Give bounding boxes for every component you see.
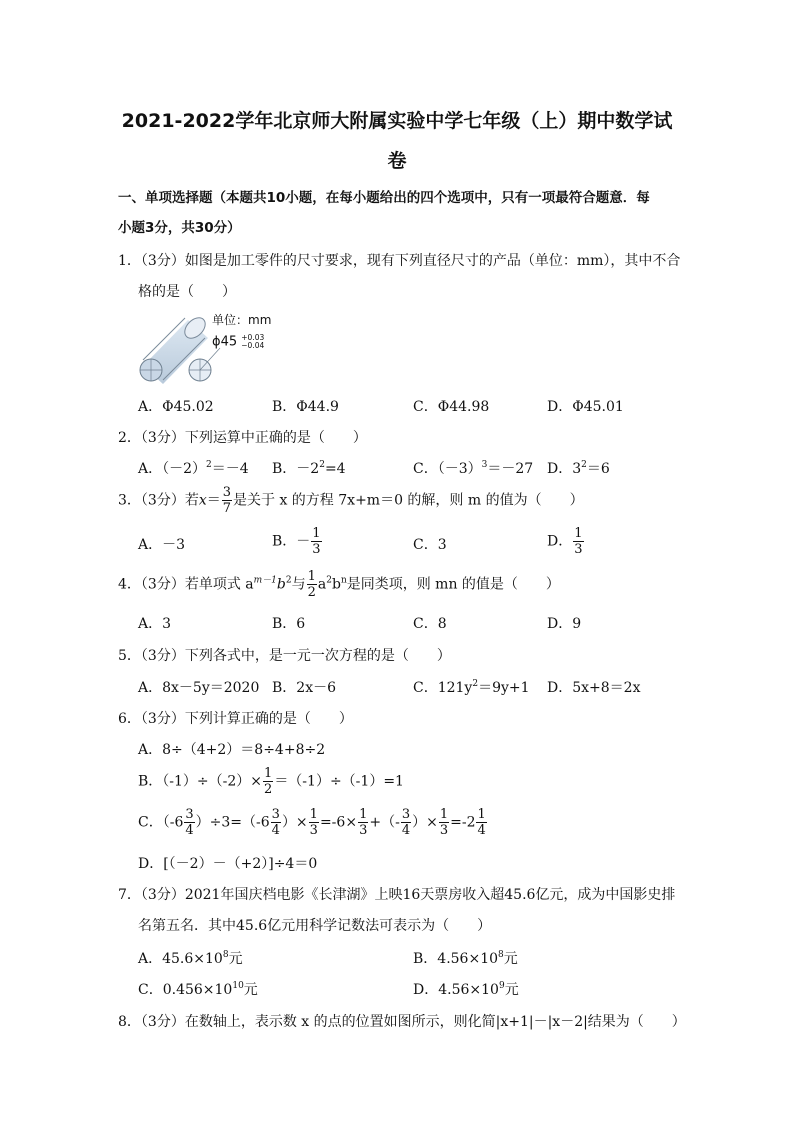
question-1-stem-cont: 格的是（ ）: [138, 284, 236, 300]
q3-option-d[interactable]: D． $\frac{1}{3}$: [547, 526, 583, 557]
q3-option-c[interactable]: C．3: [413, 537, 447, 553]
figure-unit-label: 单位：mm: [212, 313, 272, 327]
q2-option-b[interactable]: B．$-2^2=4$: [272, 460, 346, 477]
q1-option-a[interactable]: A．Φ45.02: [138, 399, 214, 415]
q7-option-c[interactable]: C．$0.456\times 10^{10}$元: [138, 981, 258, 998]
q5-option-b[interactable]: B．2x－6: [272, 680, 336, 696]
q6-option-c[interactable]: C．（-6 $\frac{3}{4}$ ）÷3=（-6 $\frac{3}{4}$ ）× $\frac{1}{3}$ =-6× $\frac{1}{3}$ +（- $\frac{3}{4}$ ）× $\frac{1}{3}$ =-2 $\frac{1}{4}$: [138, 807, 486, 838]
lower-tolerance: −0.04: [241, 340, 265, 350]
question-7-stem: 7．（3分）2021年国庆档电影《长津湖》上映16天票房收入超45.6亿元，成为中国影史排: [118, 887, 676, 903]
q4-option-c[interactable]: C．8: [413, 616, 447, 632]
section-header-cont: 小题3分，共30分）: [118, 220, 241, 236]
question-1-stem: 1．（3分）如图是加工零件的尺寸要求，现有下列直径尺寸的产品（单位：mm），其中不合: [118, 253, 681, 269]
q5-option-d[interactable]: D．5x+8＝2x: [547, 680, 641, 696]
q3-option-b[interactable]: B．－ $\frac{1}{3}$: [272, 526, 321, 557]
question-3-stem: 3．（3分）若x＝ $\frac{3}{7}$ 是关于 x 的方程 7x+m＝0 的解，则 m 的值为（ ）: [118, 485, 584, 516]
q2-option-d[interactable]: D．$3^2=6$: [547, 460, 610, 477]
section-header: 一、单项选择题（本题共10小题，在每小题给出的四个选项中，只有一项最符合题意．每: [118, 190, 650, 206]
dimension-value: ϕ45: [212, 334, 238, 350]
q2-option-a[interactable]: A．$(-2)^2=-4$: [138, 460, 249, 477]
fraction: $\frac{3}{7}$: [222, 485, 232, 516]
q1-option-c[interactable]: C．Φ44.98: [413, 399, 490, 415]
q7-option-b[interactable]: B．$4.56\times 10^8$元: [413, 950, 518, 967]
q5-option-a[interactable]: A．8x－5y＝2020: [138, 680, 260, 696]
q6-option-a[interactable]: A．8÷（4+2）＝8÷4+8÷2: [138, 742, 326, 758]
q2-option-c[interactable]: C．$(-3)^3=-27$: [413, 460, 534, 477]
q3-option-a[interactable]: A．－3: [138, 537, 186, 553]
q1-option-d[interactable]: D．Φ45.01: [547, 399, 624, 415]
q1-option-b[interactable]: B．Φ44.9: [272, 399, 339, 415]
question-7-stem-cont: 名第五名．其中45.6亿元用科学记数法可表示为（ ）: [138, 918, 492, 934]
question-6-stem: 6．（3分）下列计算正确的是（ ）: [118, 711, 353, 727]
question-2-stem: 2．（3分）下列运算中正确的是（ ）: [118, 430, 367, 446]
question-8-stem: 8．（3分）在数轴上，表示数 x 的点的位置如图所示，则化简|x+1|－|x－2|结果为（ ）: [118, 1014, 686, 1030]
page-title-line1: 2021-2022学年北京师大附属实验中学七年级（上）期中数学试: [121, 110, 673, 132]
q4-option-b[interactable]: B．6: [272, 616, 306, 632]
q4-option-d[interactable]: D．9: [547, 616, 582, 632]
q4-option-a[interactable]: A．3: [138, 616, 172, 632]
q6-option-b[interactable]: B．（-1）÷（-2）× $\frac{1}{2}$ ＝（-1）÷（-1）=1: [138, 766, 404, 797]
question-4-stem: 4．（3分）若单项式 $a^{m-1}b^2$与 $\frac{1}{2}$ $a^2b^n$是同类项，则 mn 的值是（ ）: [118, 569, 560, 600]
upper-tolerance: +0.03: [241, 333, 265, 342]
q6-option-d[interactable]: D．[（－2）－（+2）]÷4＝0: [138, 856, 318, 872]
q7-option-a[interactable]: A．$45.6\times 10^8$元: [138, 950, 243, 967]
q5-option-c[interactable]: C．$121y^2=9y+1$: [413, 679, 530, 696]
figure-dimension: [212, 334, 264, 350]
question-5-stem: 5．（3分）下列各式中，是一元一次方程的是（ ）: [118, 648, 451, 664]
page-title-line2: 卷: [387, 150, 407, 172]
q7-option-d[interactable]: D．$4.56\times 10^9$元: [413, 981, 519, 998]
